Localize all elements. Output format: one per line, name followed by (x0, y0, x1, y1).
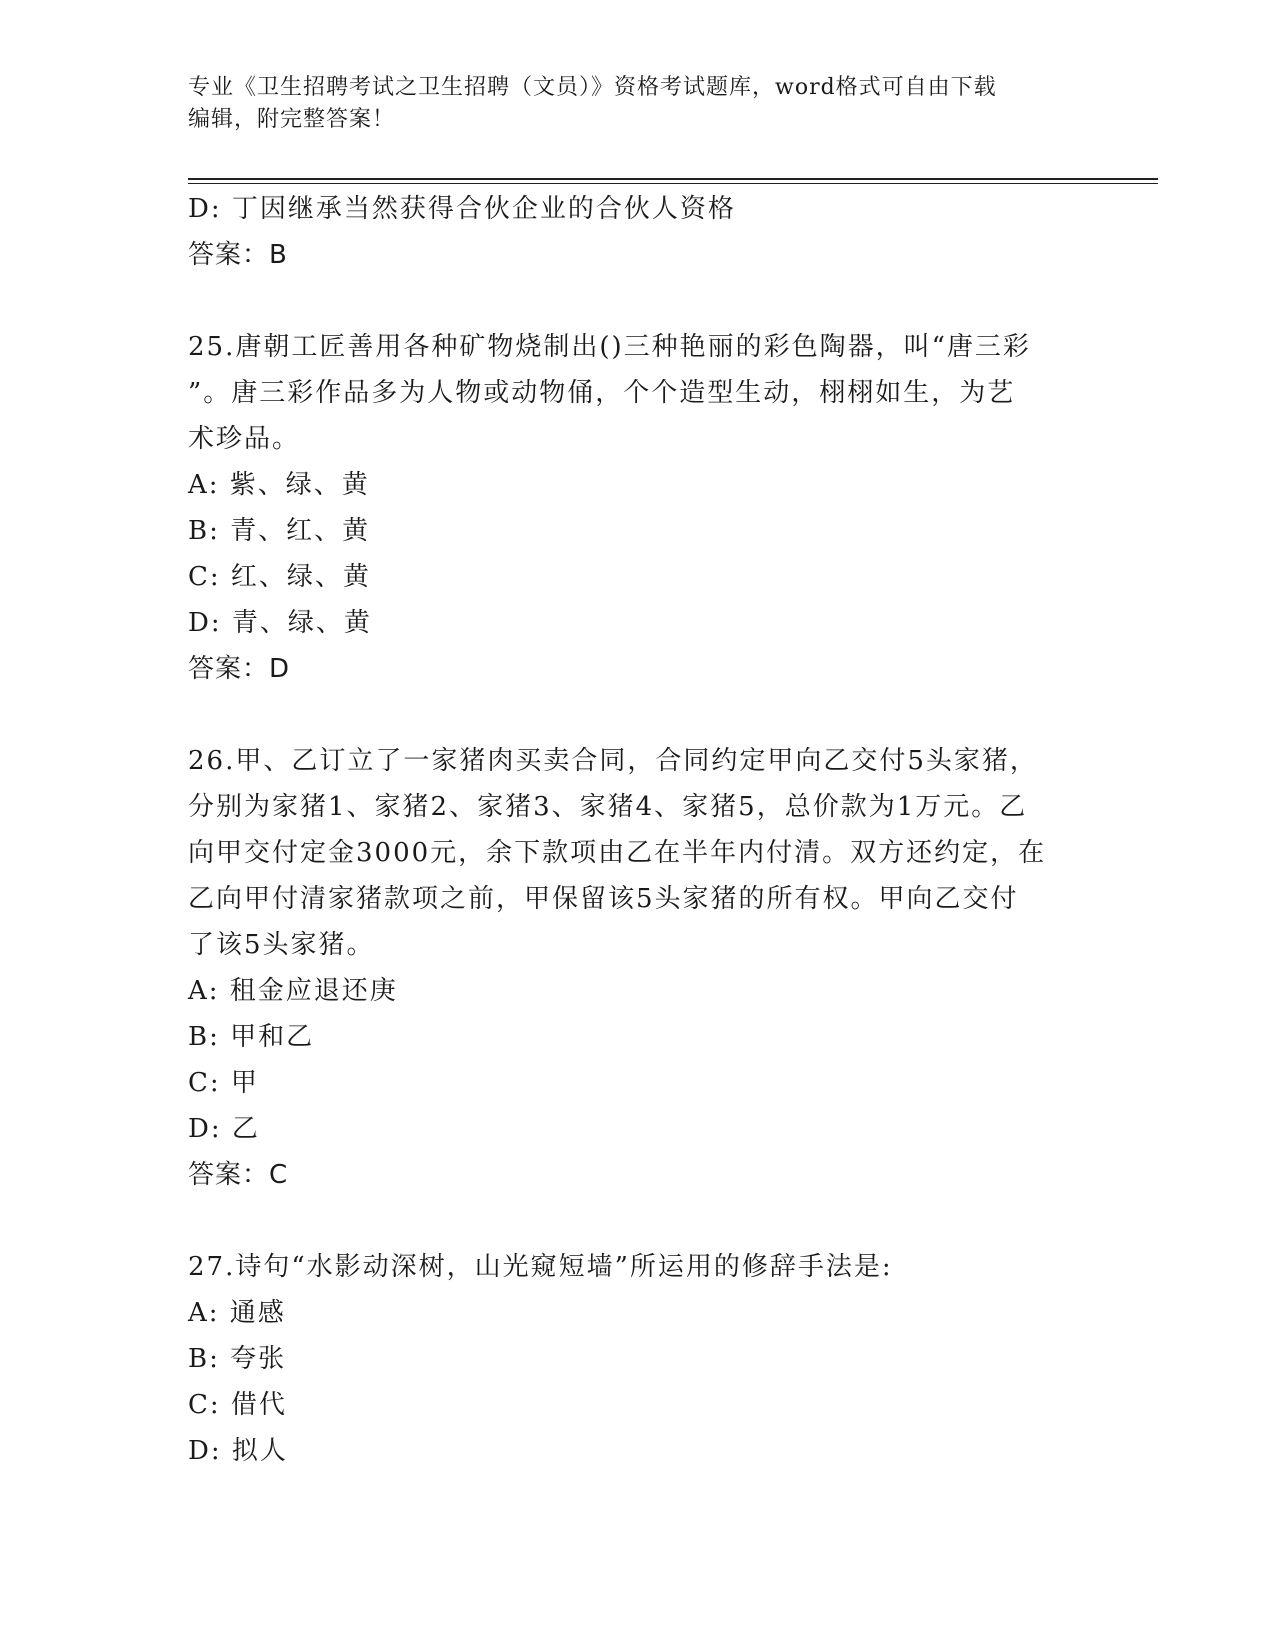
q25-text-line-1: 25.唐朝工匠善用各种矿物烧制出()三种艳丽的彩色陶器，叫“唐三彩 (188, 332, 1031, 362)
q27-option-c: C: 借代 (188, 1390, 287, 1420)
q27-option-b: B: 夸张 (188, 1344, 287, 1374)
q26-option-d: D: 乙 (188, 1114, 260, 1144)
q25-option-b: B: 青、红、黄 (188, 516, 371, 546)
q25-option-a: A: 紫、绿、黄 (188, 470, 370, 500)
q26-option-a: A: 租金应退还庚 (188, 976, 398, 1006)
q27-option-a: A: 通感 (188, 1298, 286, 1328)
header-divider-thick (188, 178, 1158, 180)
spacer (188, 278, 1088, 324)
q26-text-line-3: 向甲交付定金3000元，余下款项由乙在半年内付清。双方还约定，在 (188, 838, 1047, 868)
prev-answer: 答案：B (188, 240, 288, 270)
header-divider-thin (188, 183, 1158, 184)
q27-option-d: D: 拟人 (188, 1436, 288, 1466)
q26-text-line-4: 乙向甲付清家猪款项之前，甲保留该5头家猪的所有权。甲向乙交付 (188, 884, 1019, 914)
q25-text-line-2: ”。唐三彩作品多为人物或动物俑，个个造型生动，栩栩如生，为艺 (188, 378, 1016, 408)
header-line-1: 专业《卫生招聘考试之卫生招聘（文员）》资格考试题库，word格式可自由下载 (188, 75, 997, 100)
q26-answer: 答案：C (188, 1160, 289, 1190)
q26-text-line-1: 26.甲、乙订立了一家猪肉买卖合同，合同约定甲向乙交付5头家猪， (188, 746, 1038, 776)
q26-text-line-2: 分别为家猪1、家猪2、家猪3、家猪4、家猪5，总价款为1万元。乙 (188, 792, 1028, 822)
q25-option-c: C: 红、绿、黄 (188, 562, 371, 592)
q25-answer: 答案：D (188, 654, 291, 684)
q25-text-line-3: 术珍品。 (188, 424, 301, 454)
q27-text-line-1: 27.诗句“水影动深树，山光窥短墙”所运用的修辞手法是: (188, 1252, 893, 1282)
q26-option-c: C: 甲 (188, 1068, 259, 1098)
document-header (188, 72, 1088, 136)
prev-option-d: D: 丁因继承当然获得合伙企业的合伙人资格 (188, 194, 736, 224)
q25-option-d: D: 青、绿、黄 (188, 608, 372, 638)
spacer (188, 1198, 1088, 1244)
spacer (188, 692, 1088, 738)
header-line-2: 编辑，附完整答案！ (188, 107, 396, 132)
document-body (188, 186, 1088, 1474)
q26-option-b: B: 甲和乙 (188, 1022, 315, 1052)
q26-text-line-5: 了该5头家猪。 (188, 930, 375, 960)
